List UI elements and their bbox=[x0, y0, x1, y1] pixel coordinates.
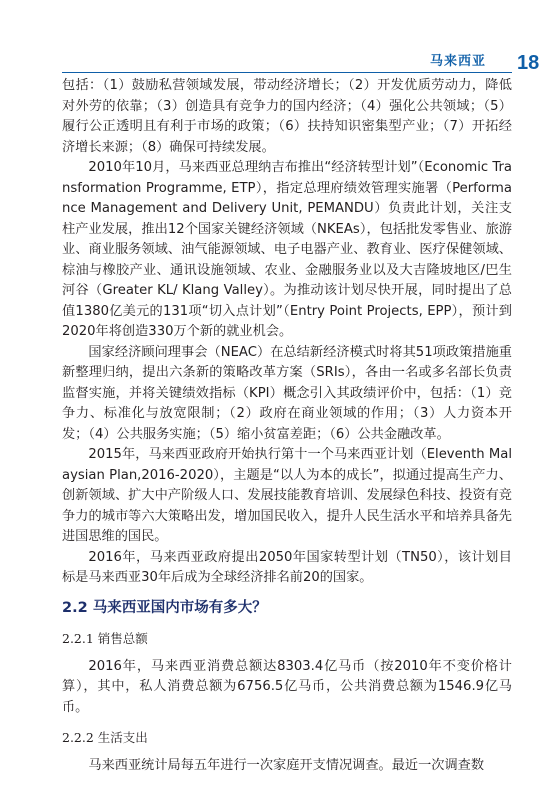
section-heading: 2.2 马来西亚国内市场有多大？ bbox=[62, 599, 267, 616]
header-rule bbox=[62, 72, 512, 73]
paragraph-sales: 2016年，马来西亚消费总额达8303.4亿马币（按2010年不变价格计算），其中，私人消费总额为6756.5亿马币，公共消费总额为1546.9亿马币。 bbox=[62, 658, 512, 715]
paragraph-living: 马来西亚统计局每五年进行一次家庭开支情况调查。最近一次调查数 bbox=[88, 758, 485, 773]
paragraph-neac: 国家经济顾问理事会（NEAC）在总结新经济模式时将其51项政策措施重新整理归纳，提出六条新的策略改革方案（SRIs），各由一名或多名部长负责监督实施，并将关键绩效指标（KPI）概念引入其政绩评价中，包括：（1）竞争力、标准化与放宽限制；（2）政府在商业领域的作用；（3）人力资本开发；（4）公共服务实施；（5）缩小贫富差距；（6）公共金融改革。 bbox=[62, 344, 512, 442]
header-title: 马来西亚 bbox=[430, 54, 487, 69]
page-number: 18 bbox=[517, 52, 540, 74]
paragraph-etp: 2010年10月，马来西亚总理纳吉布推出“经济转型计划”（Economic Transformation Programme, ETP），指定总理府绩效管理实施署（Performance Management and Delivery Unit, PEMANDU）负责此计划，关注支柱产业发展，推出12个国家关键经济领域（NKEAs），包括批发零售业、旅游业、商业服务领域、油气能源领域、电子电器产业、教育业、医疗保健领域、棕油与橡胶产业、通讯设施领域、农业、金融服务业以及大吉隆坡地区/巴生河谷（Greater KL/ Klang Valley）。为推动该计划尽快开展，同时提出了总值1380亿美元的131项“切入点计划”（Entry Point Projects, EPP），预计到2020年将创造330万个新的就业机会。 bbox=[62, 160, 512, 339]
page-body bbox=[62, 76, 512, 777]
subsection-heading-living: 2.2.2 生活支出 bbox=[62, 730, 148, 745]
subsection-heading-sales: 2.2.1 销售总额 bbox=[62, 630, 148, 646]
paragraph-tn50: 2016年，马来西亚政府提出2050年国家转型计划（TN50），该计划目标是马来西亚30年后成为全球经济排名前20的国家。 bbox=[62, 549, 512, 585]
paragraph-eleventh-plan: 2015年，马来西亚政府开始执行第十一个马来西亚计划（Eleventh Malaysian Plan,2016-2020），主题是“以人为本的成长”，拟通过提高生产力、创新领域、扩大中产阶级人口、发展技能教育培训、发展绿色科技、投资有竞争力的城市等六大策略出发，增加国民收入，提升人民生活水平和培养具备先进国思维的国民。 bbox=[62, 447, 512, 544]
paragraph-policy-list: 包括：（1）鼓励私营领域发展，带动经济增长；（2）开发优质劳动力，降低对外劳的依靠；（3）创造具有竞争力的国内经济；（4）强化公共领域；（5）履行公正透明且有利于市场的政策；（6）扶持知识密集型产业；（7）开拓经济增长来源；（8）确保可持续发展。 bbox=[62, 78, 512, 155]
